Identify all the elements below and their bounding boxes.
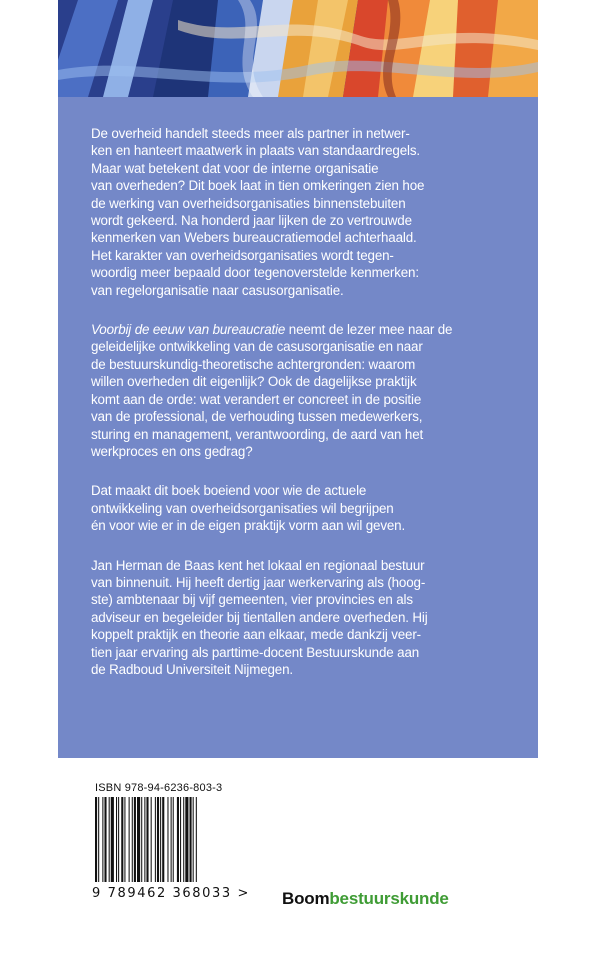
book-title-italic: Voorbij de eeuw van bureaucratie [91,322,286,338]
barcode-bar [144,797,145,882]
barcode-bar [167,797,168,882]
back-cover-panel [58,0,538,758]
barcode-bar [160,797,161,882]
back-cover-blurb [91,125,511,700]
barcode-bar [116,797,117,882]
isbn-label: ISBN 978-94-6236-803-3 [95,782,223,794]
publisher-series: bestuurskunde [329,889,449,908]
barcode-bar [146,797,148,882]
barcode-bar [137,797,140,882]
publisher-name: Boom [282,889,330,908]
barcode-bar [109,797,110,882]
blurb-paragraph-3: Dat maakt dit boek boeiend voor wie de actuele ontwikkeling van overheidsorganisaties wil begrijpen én voor wie er in de eigen praktijk vorm aan wil geven. [91,483,406,534]
barcode-bar [151,797,152,882]
barcode-bar [124,797,125,882]
barcode-bar [190,797,192,882]
barcode-bar [104,797,106,882]
barcode-bar [193,797,194,882]
barcode-bar [141,797,142,882]
blurb-paragraph-2-text: neemt de lezer mee naar de geleidelijke ontwikkeling van de casusorganisatie en naar de bestuurskundig-theoretische achtergronden: waarom willen overheden dit eigenlijk? Ook de dagelijkse praktijk komt aan de orde: wat verandert er concreet in de positie van de professional, de verhouding tussen medewerkers, sturing en management, verantwoording, de aard van het werkproces en ons gedrag? [91,322,453,459]
barcode-bar [162,797,164,882]
barcode-bar [132,797,133,882]
barcode-bar [157,797,159,882]
barcode-bar [196,797,197,882]
barcode-bar [177,797,179,882]
barcode-bar [183,797,184,882]
barcode-bar [185,797,188,882]
barcode-bar [118,797,119,882]
cover-artwork [58,0,538,97]
barcode-bar [173,797,174,882]
barcode-bar [111,797,114,882]
barcode-bar [98,797,99,882]
barcode-bar [95,797,97,882]
barcode-bar [134,797,136,882]
publisher-logo [282,889,449,909]
barcode-bar [171,797,172,882]
barcode-bar [155,797,156,882]
barcode-bar [129,797,130,882]
barcode-bar [121,797,123,882]
barcode-bar [180,797,181,882]
barcode-digits: 9 789462 368033 > [92,886,251,901]
blurb-paragraph-1: De overheid handelt steeds meer als partner in netwer- ken en hanteert maatwerk in plaats van standaardregels. Maar wat betekent dat voor de interne organisatie van overheden? Dit boek laat in tien omkeringen zien hoe de werking van overheidsorganisaties binnenstebuiten wordt gekeerd. Na honderd jaar lijken de zo vertrouwde kenmerken van Webers bureaucratiemodel achterhaald. Het karakter van overheidsorganisaties wordt tegen- woordig meer bepaald door tegenoverstelde kenmerken: van regelorganisatie naar casusorganisatie. [91,126,425,298]
author-bio: Jan Herman de Baas kent het lokaal en regionaal bestuur van binnenuit. Hij heeft dertig jaar werkervaring als (hoog- ste) ambtenaar bij vijf gemeenten, vier provincies en als adviseur en begeleider bij tientallen andere overheden. Hij koppelt praktijk en theorie aan elkaar, mede dankzij veer- tien jaar ervaring als parttime-docent Bestuurskunde aan de Radboud Universiteit Nijmegen. [91,557,428,677]
isbn-barcode [95,797,219,882]
blurb-paragraph-2 [91,321,511,460]
barcode-bar [102,797,103,882]
